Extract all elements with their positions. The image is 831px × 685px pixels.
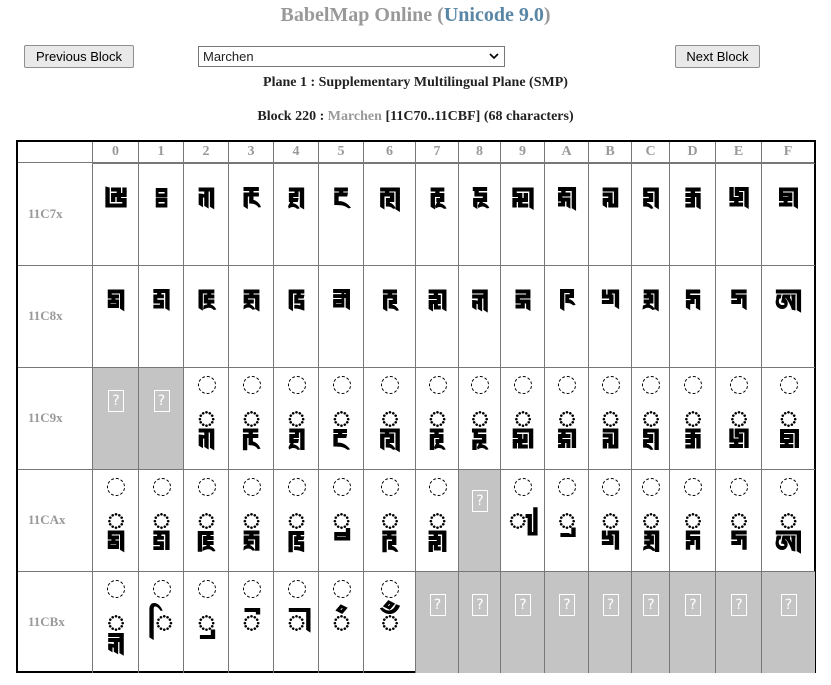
char-glyph: 𑲧: [426, 500, 449, 540]
char-glyph: 𑲘: [469, 398, 491, 438]
char-glyph: 𑲴: [285, 602, 308, 642]
column-header: D: [669, 142, 715, 162]
unassigned-icon: ?: [108, 390, 124, 412]
char-glyph: 𑱻: [601, 180, 620, 220]
char-glyph: 𑲶: [379, 602, 401, 642]
char-cell[interactable]: [544, 163, 589, 265]
char-glyph: 𑲅: [331, 282, 352, 322]
char-cell[interactable]: [415, 367, 459, 469]
char-cell[interactable]: [92, 571, 139, 673]
char-cell[interactable]: [669, 469, 716, 571]
char-glyph: 𑲕: [330, 398, 353, 438]
char-cell[interactable]: [631, 367, 670, 469]
char-cell[interactable]: [273, 163, 319, 265]
unassigned-icon: ?: [603, 594, 619, 616]
char-cell[interactable]: [458, 163, 501, 265]
char-cell[interactable]: [183, 469, 229, 571]
char-glyph: 𑱲: [197, 180, 216, 220]
unassigned-cell: [92, 367, 139, 469]
char-cell[interactable]: [500, 163, 545, 265]
column-header: 6: [363, 142, 415, 162]
unassigned-cell: [138, 367, 184, 469]
char-glyph: 𑲁: [151, 282, 172, 322]
char-cell[interactable]: [588, 367, 632, 469]
char-cell[interactable]: [415, 265, 459, 367]
block-info-suffix: [11C70..11CBF] (68 characters): [381, 109, 574, 124]
char-glyph: 𑱰: [103, 180, 129, 220]
next-block-button[interactable]: Next Block: [675, 45, 760, 68]
char-cell[interactable]: [183, 367, 229, 469]
char-cell[interactable]: [415, 163, 459, 265]
block-info-prefix: Block 220 :: [257, 109, 328, 124]
char-cell[interactable]: [761, 469, 815, 571]
char-glyph: 𑲛: [599, 398, 622, 438]
char-glyph: 𑲯: [777, 500, 800, 540]
char-cell[interactable]: [544, 265, 589, 367]
column-header: 1: [138, 142, 183, 162]
char-cell[interactable]: [415, 469, 459, 571]
unassigned-cell: [715, 571, 762, 673]
char-cell[interactable]: [363, 265, 416, 367]
char-glyph: 𑲚: [556, 398, 578, 438]
row-header: [18, 469, 92, 571]
char-cell[interactable]: [715, 469, 762, 571]
char-glyph: 𑲣: [240, 500, 263, 540]
char-cell[interactable]: [273, 367, 319, 469]
char-cell[interactable]: [631, 163, 670, 265]
block-select-value: Marchen: [203, 49, 254, 64]
char-cell[interactable]: [92, 469, 139, 571]
row-header: [18, 265, 92, 367]
char-glyph: 𑲟: [777, 398, 800, 438]
unassigned-icon: ?: [643, 594, 659, 616]
char-cell[interactable]: [715, 163, 762, 265]
char-glyph: 𑲤: [285, 500, 308, 540]
char-glyph: 𑲔: [285, 398, 308, 438]
char-glyph: 𑱺: [556, 180, 578, 220]
char-cell[interactable]: [363, 571, 416, 673]
unassigned-icon: ?: [559, 594, 575, 616]
char-cell[interactable]: [500, 367, 545, 469]
column-header: C: [631, 142, 669, 162]
row-header-label: 11C8x: [28, 308, 63, 323]
unassigned-icon: ?: [154, 390, 170, 412]
char-cell[interactable]: [92, 163, 139, 265]
char-glyph: 𑲃: [242, 282, 261, 322]
char-glyph: 𑲏: [774, 282, 803, 322]
char-glyph: 𑲊: [558, 282, 576, 322]
char-cell[interactable]: [500, 265, 545, 367]
plane-label: Plane 1 : Supplementary Multilingual Plane (SMP): [263, 75, 568, 90]
char-glyph: 𑲇: [427, 282, 448, 322]
char-glyph: 𑲲: [195, 602, 218, 642]
char-glyph: 𑲂: [197, 282, 216, 322]
unassigned-cell: [458, 571, 501, 673]
unicode-version-link[interactable]: Unicode 9.0: [443, 4, 544, 26]
char-glyph: 𑲭: [682, 500, 704, 540]
block-name: Marchen: [327, 109, 382, 124]
character-grid: [16, 140, 816, 673]
char-cell[interactable]: [92, 265, 139, 367]
unassigned-cell: [500, 571, 545, 673]
char-glyph: 𑲉: [514, 282, 532, 322]
char-cell[interactable]: [669, 163, 716, 265]
char-glyph: 𑱽: [683, 180, 703, 220]
row-header: [18, 367, 92, 469]
unassigned-cell: [415, 571, 459, 673]
char-cell[interactable]: [588, 469, 632, 571]
column-header: 5: [318, 142, 363, 162]
char-cell[interactable]: [544, 367, 589, 469]
char-cell[interactable]: [669, 367, 716, 469]
unassigned-icon: ?: [472, 594, 488, 616]
unassigned-icon: ?: [430, 594, 446, 616]
char-glyph: 𑲖: [379, 398, 401, 438]
previous-block-button[interactable]: Previous Block: [24, 45, 134, 68]
column-header: 4: [273, 142, 318, 162]
char-cell[interactable]: [183, 571, 229, 673]
char-glyph: 𑲙: [512, 398, 534, 438]
char-glyph: 𑲢: [195, 500, 218, 540]
char-glyph: 𑲪: [556, 500, 578, 540]
char-cell[interactable]: [318, 469, 364, 571]
char-cell[interactable]: [228, 163, 274, 265]
column-header: 9: [500, 142, 544, 162]
char-glyph: 𑲵: [330, 602, 353, 642]
char-cell[interactable]: [318, 163, 364, 265]
char-cell[interactable]: [183, 163, 229, 265]
char-cell[interactable]: [588, 163, 632, 265]
char-glyph: 𑱷: [429, 180, 446, 220]
char-glyph: 𑱹: [510, 180, 536, 220]
column-header: A: [544, 142, 588, 162]
column-header: 7: [415, 142, 458, 162]
char-glyph: 𑲄: [287, 282, 306, 322]
char-glyph: 𑲡: [150, 500, 173, 540]
char-cell[interactable]: [458, 265, 501, 367]
unassigned-cell: [631, 571, 670, 673]
char-glyph: 𑲠: [105, 500, 127, 540]
char-glyph: 𑱴: [287, 180, 306, 220]
char-cell[interactable]: [273, 571, 319, 673]
char-glyph: 𑲒: [195, 398, 218, 438]
char-glyph: 𑱼: [641, 180, 661, 220]
char-glyph: 𑲮: [728, 500, 750, 540]
char-glyph: 𑱾: [727, 180, 751, 220]
column-header: 8: [458, 142, 500, 162]
char-cell[interactable]: [228, 265, 274, 367]
char-cell[interactable]: [500, 469, 545, 571]
char-glyph: 𑲰: [105, 602, 127, 642]
row-header: [18, 163, 92, 265]
char-cell[interactable]: [544, 469, 589, 571]
char-glyph: 𑱶: [378, 180, 402, 220]
column-header: 0: [92, 142, 138, 162]
unassigned-icon: ?: [781, 594, 797, 616]
unassigned-cell: [761, 571, 815, 673]
char-cell[interactable]: [588, 265, 632, 367]
char-cell[interactable]: [318, 367, 364, 469]
char-glyph: 𑱸: [471, 180, 489, 220]
char-glyph: 𑲱: [147, 602, 176, 642]
chevron-down-icon: [488, 50, 500, 62]
unassigned-cell: [544, 571, 589, 673]
char-glyph: 𑱳: [242, 180, 261, 220]
page-title: [0, 4, 831, 27]
char-cell[interactable]: [715, 367, 762, 469]
char-cell[interactable]: [318, 571, 364, 673]
char-glyph: 𑱵: [332, 180, 351, 220]
char-cell[interactable]: [138, 571, 184, 673]
char-cell[interactable]: [138, 265, 184, 367]
char-glyph: 𑲝: [682, 398, 704, 438]
char-glyph: 𑲌: [641, 282, 661, 322]
char-glyph: 𑲩: [506, 500, 540, 540]
char-glyph: 𑲋: [600, 282, 621, 322]
char-glyph: 𑱱: [154, 180, 169, 220]
block-select[interactable]: [198, 46, 505, 67]
char-glyph: 𑲜: [640, 398, 662, 438]
char-glyph: 𑲫: [599, 500, 622, 540]
row-header-label: 11C9x: [28, 410, 63, 425]
unassigned-icon: ?: [515, 594, 531, 616]
char-glyph: 𑲦: [379, 500, 401, 540]
char-cell[interactable]: [138, 163, 184, 265]
char-cell[interactable]: [228, 367, 274, 469]
column-header: E: [715, 142, 761, 162]
char-cell[interactable]: [273, 469, 319, 571]
column-header: 3: [228, 142, 273, 162]
char-cell[interactable]: [318, 265, 364, 367]
char-glyph: 𑲎: [729, 282, 749, 322]
block-info: [0, 109, 831, 125]
column-header: F: [761, 142, 814, 162]
row-header: [18, 571, 92, 673]
char-glyph: 𑲥: [330, 500, 353, 540]
row-header-label: 11C7x: [28, 206, 63, 221]
char-cell[interactable]: [363, 163, 416, 265]
char-cell[interactable]: [228, 469, 274, 571]
char-cell[interactable]: [631, 265, 670, 367]
char-cell[interactable]: [458, 367, 501, 469]
char-glyph: 𑲍: [684, 282, 702, 322]
char-glyph: 𑲈: [470, 282, 490, 322]
row-header-label: 11CAx: [28, 512, 66, 527]
unassigned-icon: ?: [685, 594, 701, 616]
char-cell[interactable]: [363, 469, 416, 571]
unassigned-cell: [588, 571, 632, 673]
char-glyph: 𑲗: [426, 398, 449, 438]
char-cell[interactable]: [228, 571, 274, 673]
char-cell[interactable]: [761, 367, 815, 469]
unassigned-icon: ?: [472, 490, 488, 512]
char-glyph: 𑲓: [240, 398, 263, 438]
char-glyph: 𑲞: [728, 398, 750, 438]
char-cell[interactable]: [761, 163, 815, 265]
column-header: 2: [183, 142, 228, 162]
char-cell[interactable]: [761, 265, 815, 367]
char-cell[interactable]: [183, 265, 229, 367]
char-cell[interactable]: [363, 367, 416, 469]
unassigned-cell: [458, 469, 501, 571]
unassigned-cell: [669, 571, 716, 673]
char-glyph: 𑲬: [640, 500, 662, 540]
unassigned-icon: ?: [731, 594, 747, 616]
char-glyph: 𑲆: [381, 282, 399, 322]
char-cell[interactable]: [715, 265, 762, 367]
char-glyph: 𑱿: [777, 180, 800, 220]
row-header-label: 11CBx: [28, 614, 65, 629]
title-prefix: BabelMap Online (: [280, 4, 444, 26]
column-header: B: [588, 142, 631, 162]
char-glyph: 𑲀: [106, 282, 126, 322]
char-cell[interactable]: [273, 265, 319, 367]
char-glyph: 𑲳: [240, 602, 263, 642]
char-cell[interactable]: [631, 469, 670, 571]
char-cell[interactable]: [138, 469, 184, 571]
char-cell[interactable]: [669, 265, 716, 367]
title-suffix: ): [543, 4, 551, 26]
